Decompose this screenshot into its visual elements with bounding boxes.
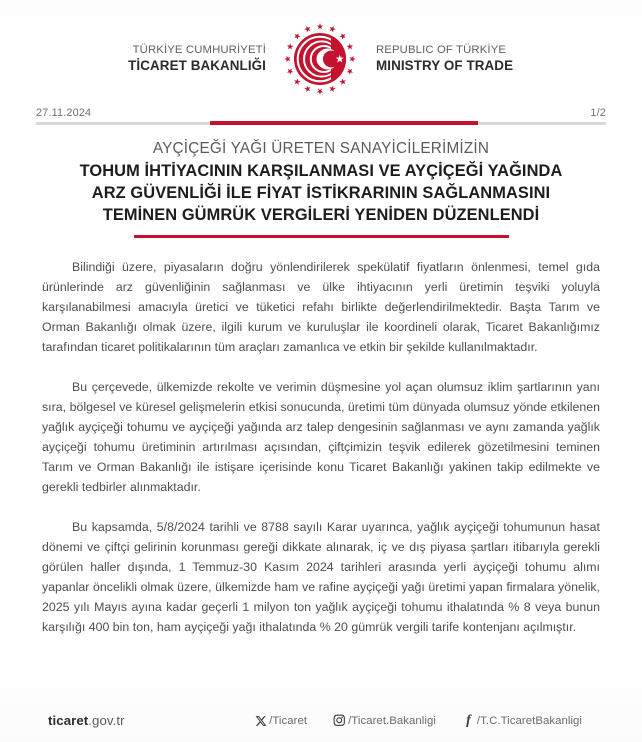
social-handle-x: /Ticaret [269,714,308,727]
header-divider-accent [210,121,478,125]
social-link-instagram[interactable] [333,714,436,727]
website-brand[interactable] [48,713,125,728]
title-block [28,139,614,238]
social-link-x[interactable] [254,714,307,727]
body-paragraph: Bilindiği üzere, piyasaların doğru yönlendirilerek spekülatif fiyatların önlenmesi, temel gıda ürünlerinde arz güvenliğinin sağlanması ve ülke ihtiyacının yerli üretimin teşviki yoluyla karşılanabilmesi amacıyla üretici ve tüketici refahı birlikte değerlendirilmektedir. Başta Tarım ve Orman Bakanlığı olmak üzere, ilgili kurum ve kuruluşlar ile koordineli olarak, Ticaret Bakanlığımız tarafından ticaret politikalarının tüm araçları zamanlıca ve etkin bir şekilde kullanılmaktadır. [42,260,600,355]
body-paragraph: Bu çerçevede, ülkemizde rekolte ve verimin düşmesine yol açan olumsuz iklim şartlarının yanı sıra, bölgesel ve küresel gelişmelerin etkisi sonucunda, üretimi tüm dünyada olumsuz yönde etkilenen yağlık ayçiçeği tohumu ve ayçiçeği yağında arz talep dengesinin sağlanması ve aynı zamanda yağlık ayçiçeği tohumu üretiminin artırılması açısından, çiftçimizin teşvik edilerek gözetilmesini teminen Tarım ve Orman Bakanlığı ile istişare içerisinde konu Ticaret Bakanlığı yakinen takip edilmekte ve gerekli tedbirler alınmaktadır. [42,380,600,495]
title-kicker: AYÇİÇEĞİ YAĞI ÜRETEN SANAYİCİLERİMİZİN [152,140,490,157]
footer [0,713,642,728]
x-twitter-icon [254,714,267,727]
org-ministry-turkish: TİCARET BAKANLIĞI [128,58,266,74]
social-links [254,714,582,727]
org-name-turkish [81,44,278,74]
document-date: 27.11.2024 [36,107,92,119]
page-title-line-2: ARZ GÜVENLİĞİ İLE FİYAT İSTİKRARININ SAĞLANMASINI [91,183,551,202]
social-handle-instagram: /Ticaret.Bakanligi [348,714,436,727]
org-country-english: REPUBLIC OF TÜRKİYE [376,43,507,56]
social-handle-facebook: /T.C.TicaretBakanligi [476,714,582,727]
document-meta-row [36,107,606,119]
body-copy [42,258,600,638]
page-title-line-1: TOHUM İHTİYACININ KARŞILANMASI VE AYÇİÇEĞİ YAĞINDA [79,161,563,180]
social-link-facebook[interactable] [462,714,582,727]
body-paragraph: Bu kapsamda, 5/8/2024 tarihli ve 8788 sayılı Karar uyarınca, yağlık ayçiçeği tohumunun hasat dönemi ve çiftçi gelirinin korunması gereği dikkate alınarak, iç ve dış piyasa şartları itibarıyla gerekli görülen haller dışında, 1 Temmuz-30 Kasım 2024 tarihleri arasında yerli ayçiçeği tohumu alımı yapanlar öncelikli olmak üzere, ülkemizde ham ve rafine ayçiçeği yağı üretimi yapan firmalara yönelik, 2025 yılı Mayıs ayına kadar geçerli 1 milyon ton yağlık ayçiçeği tohumu ithalatında % 8 veya bunun karşılığı 400 bin ton, ham ayçiçeği yağı ithalatında % 20 gümrük vergili tarife kontenjanı açılmıştır. [42,520,600,635]
org-country-turkish: TÜRKİYE CUMHURİYETİ [132,43,266,56]
org-name-english [362,44,561,74]
instagram-icon [333,714,346,727]
header-divider [36,122,606,125]
page-title-line-3: TEMİNEN GÜMRÜK VERGİLERİ YENİDEN DÜZENLENDİ [102,205,540,224]
turkish-ministry-of-trade-emblem [278,17,362,101]
facebook-icon: f [466,712,471,728]
page-title [28,161,614,226]
title-underline-accent [134,235,509,238]
page-number: 1/2 [590,107,606,119]
website-brand-bold: ticaret [48,713,89,728]
masthead [0,0,642,101]
org-ministry-english: MINISTRY OF TRADE [376,58,514,74]
website-brand-suffix: .gov.tr [88,713,125,728]
